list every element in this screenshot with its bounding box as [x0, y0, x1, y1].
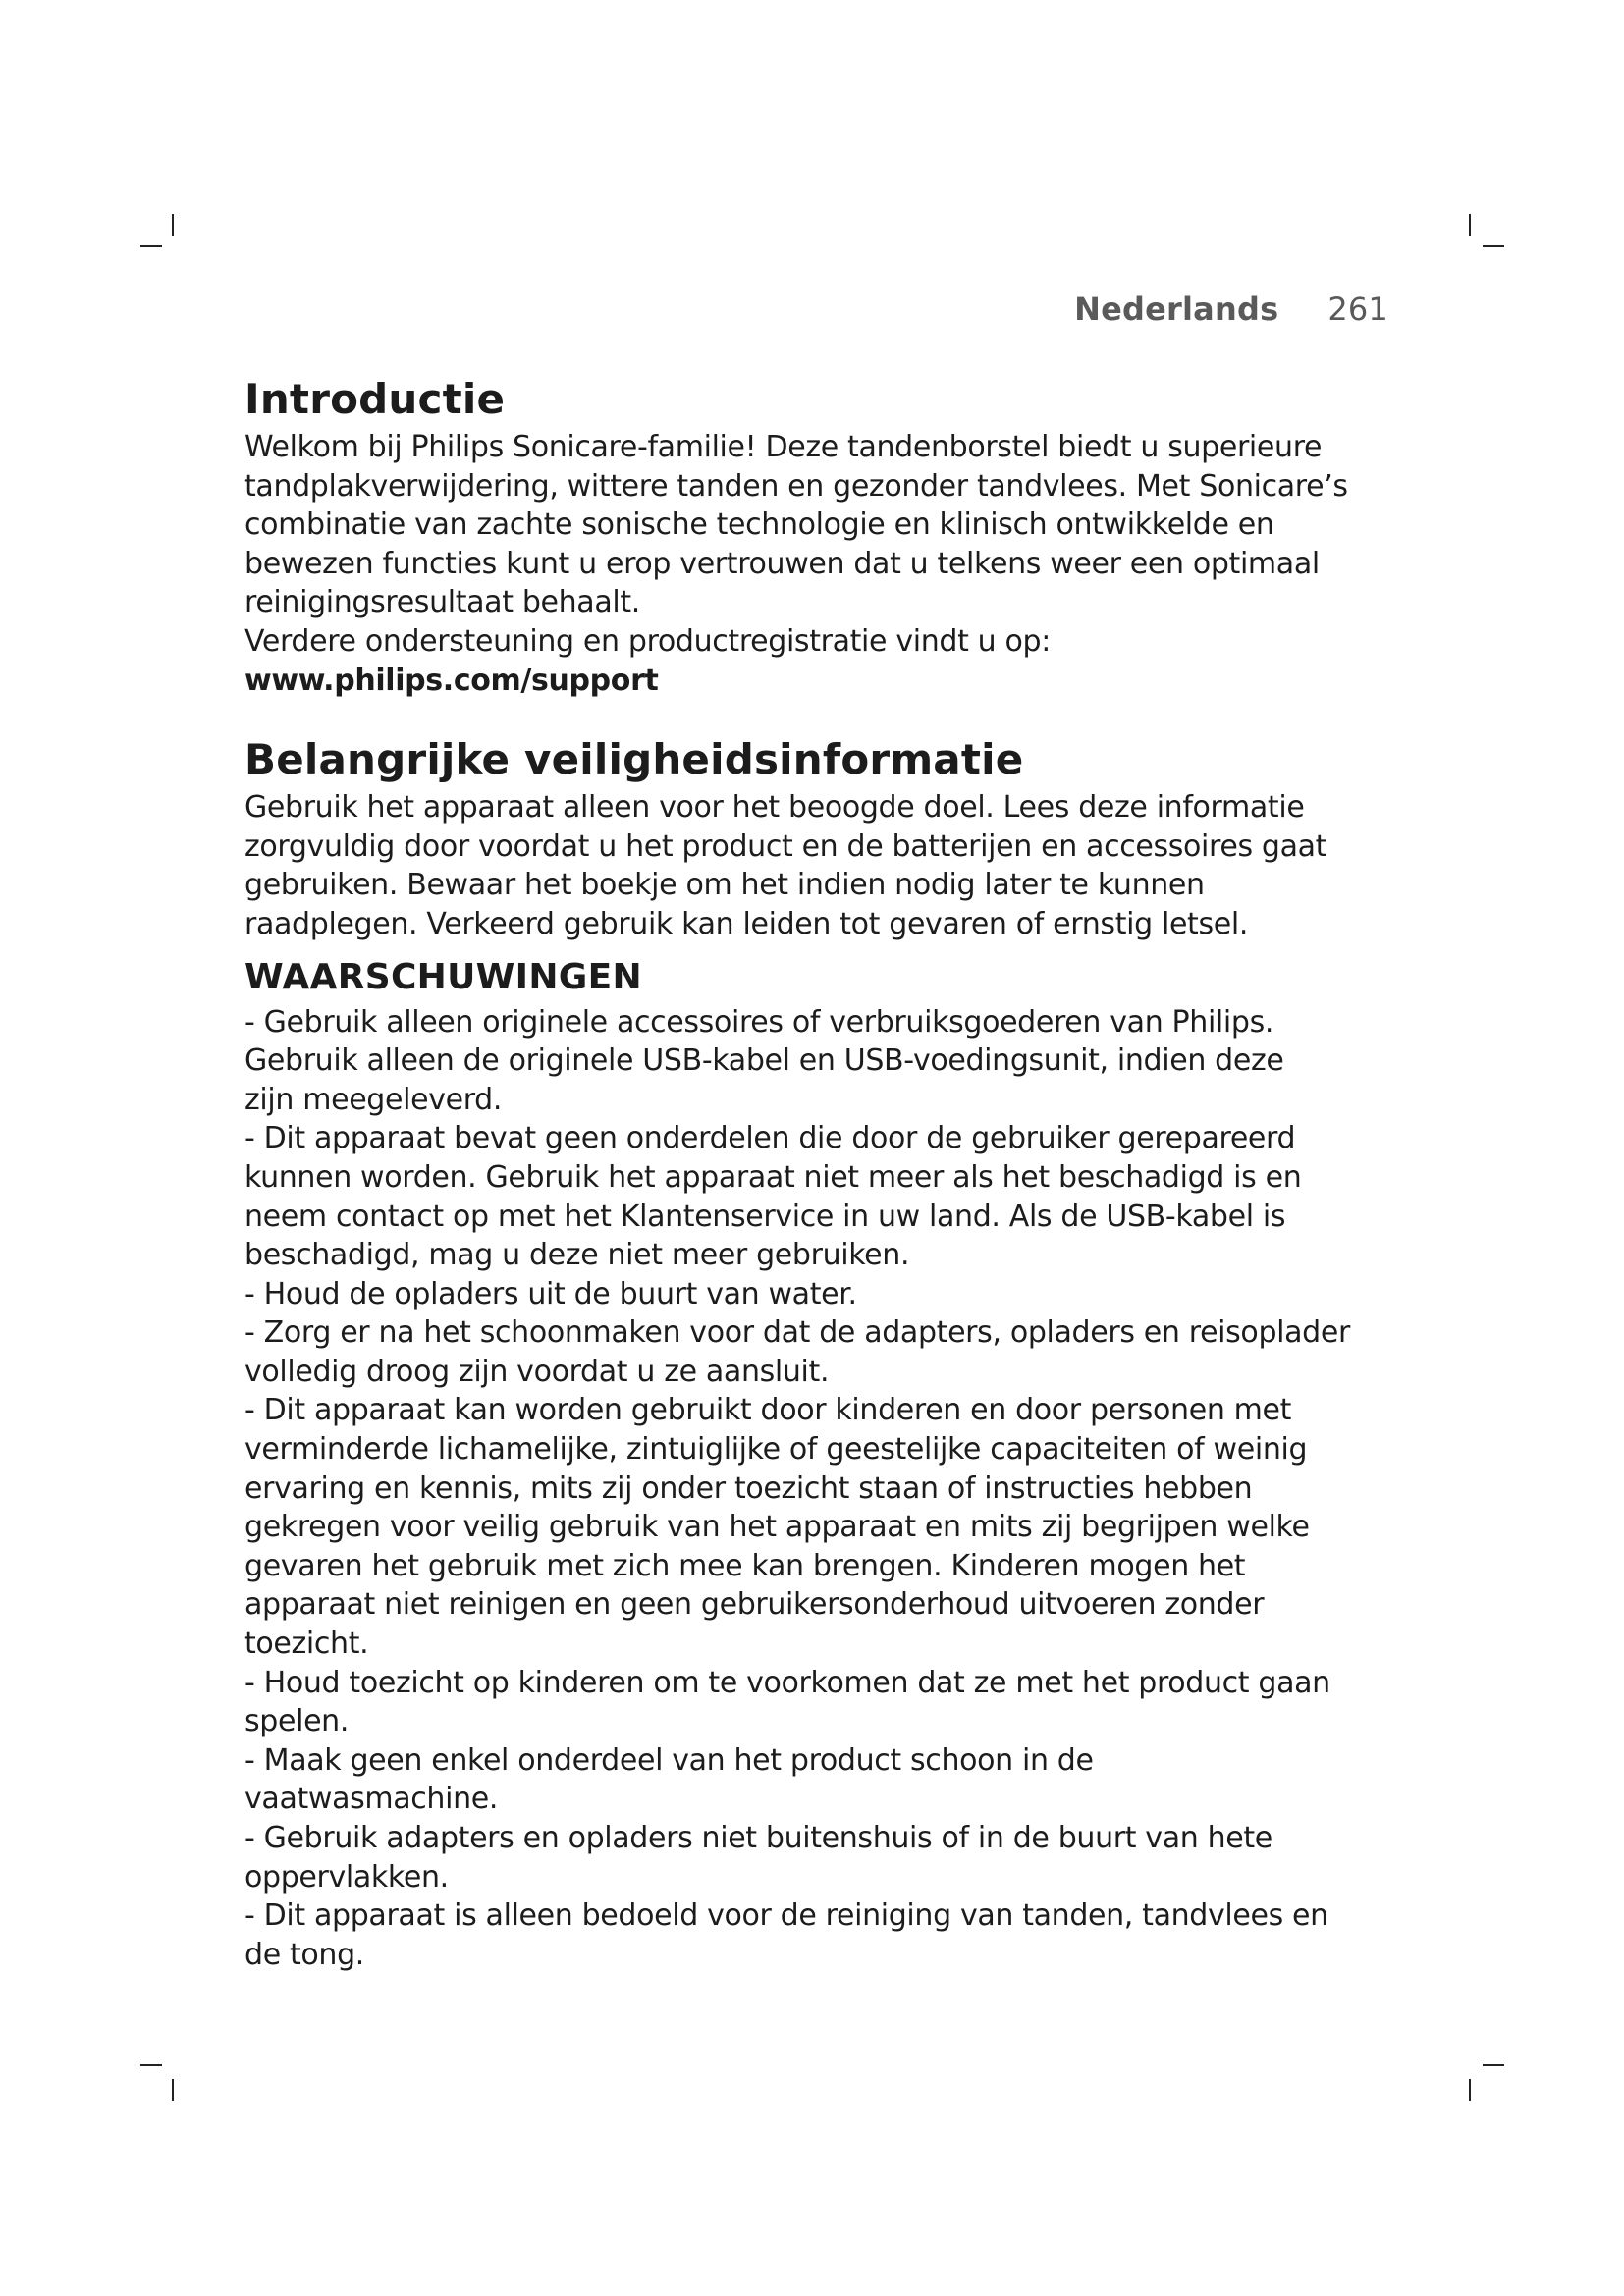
warning-line: - Gebruik alleen originele accessoires of verbruiksgoederen van Philips.: [244, 1004, 1274, 1040]
warning-line: Gebruik alleen de originele USB-kabel en USB-voedingsunit, indien deze: [244, 1043, 1284, 1079]
page-number: 261: [1327, 291, 1388, 328]
warning-item: [244, 1275, 1403, 1314]
warning-line: de tong.: [244, 1937, 364, 1972]
intro-line: tandplakverwijdering, wittere tanden en gezonder tandvlees. Met Sonicare’s: [244, 468, 1348, 504]
crop-mark-bottom-right-vertical: [1469, 2079, 1471, 2101]
warning-line: spelen.: [244, 1704, 350, 1739]
warning-line: - Houd de opladers uit de buurt van water.: [244, 1276, 857, 1311]
warning-line: volledig droog zijn voordat u ze aansluit.: [244, 1354, 830, 1389]
warning-item: [244, 1003, 1403, 1120]
safety-line: Gebruik het apparaat alleen voor het beoogde doel. Lees deze informatie: [244, 790, 1305, 826]
warning-item: [244, 1119, 1403, 1274]
warnings-list: [244, 1003, 1403, 1975]
header-language: Nederlands: [1074, 291, 1279, 328]
intro-line: combinatie van zachte sonische technologie en klinisch ontwikkelde en: [244, 507, 1274, 543]
warning-item: [244, 1896, 1403, 1974]
warning-line: - Maak geen enkel onderdeel van het product schoon in de: [244, 1742, 1094, 1778]
warning-line: gevaren het gebruik met zich mee kan brengen. Kinderen mogen het: [244, 1548, 1246, 1583]
safety-body: [244, 788, 1403, 943]
intro-line: Verdere ondersteuning en productregistratie vindt u op:: [244, 623, 1051, 659]
warning-line: vaatwasmachine.: [244, 1782, 499, 1817]
warning-item: [244, 1664, 1403, 1741]
warning-line: - Dit apparaat kan worden gebruikt door kinderen en door personen met: [244, 1393, 1292, 1428]
warning-line: - Dit apparaat bevat geen onderdelen die door de gebruiker gerepareerd: [244, 1121, 1296, 1156]
safety-title: Belangrijke veiligheidsinformatie: [244, 735, 1024, 784]
warning-line: beschadigd, mag u deze niet meer gebruiken.: [244, 1238, 910, 1273]
intro-line: reinigingsresultaat behaalt.: [244, 585, 640, 620]
introduction-title: Introductie: [244, 375, 506, 423]
crop-mark-top-right-vertical: [1469, 214, 1471, 236]
crop-mark-top-left-horizontal: [140, 245, 162, 247]
warning-item: [244, 1741, 1403, 1819]
warning-item: [244, 1391, 1403, 1663]
crop-mark-bottom-left-vertical: [172, 2079, 174, 2101]
intro-line: Welkom bij Philips Sonicare-familie! Deze tandenborstel biedt u superieure: [244, 430, 1323, 464]
warning-line: oppervlakken.: [244, 1859, 449, 1895]
warning-line: gekregen voor veilig gebruik van het apparaat en mits zij begrijpen welke: [244, 1510, 1310, 1545]
section-spacer: [244, 944, 1403, 954]
crop-mark-top-left-vertical: [172, 214, 174, 236]
safety-line: zorgvuldig door voordat u het product en de batterijen en accessoires gaat: [244, 828, 1327, 864]
page-content: [244, 371, 1403, 1974]
running-header: [1074, 291, 1388, 328]
introduction-body: [244, 428, 1403, 700]
support-url: www.philips.com/support: [244, 663, 659, 698]
crop-mark-top-right-horizontal: [1483, 245, 1504, 247]
warning-line: - Gebruik adapters en opladers niet buitenshuis of in de buurt van hete: [244, 1821, 1272, 1855]
warning-line: toezicht.: [244, 1627, 369, 1662]
safety-line: gebruiken. Bewaar het boekje om het indien nodig later te kunnen: [244, 868, 1205, 903]
warning-line: verminderde lichamelijke, zintuiglijke of geestelijke capaciteiten of weinig: [244, 1432, 1308, 1468]
crop-mark-bottom-left-horizontal: [140, 2064, 162, 2066]
warning-item: [244, 1819, 1403, 1896]
warning-line: kunnen worden. Gebruik het apparaat niet meer als het beschadigd is en: [244, 1159, 1302, 1195]
safety-line: raadplegen. Verkeerd gebruik kan leiden tot gevaren of ernstig letsel.: [244, 906, 1249, 941]
intro-line: bewezen functies kunt u erop vertrouwen dat u telkens weer een optimaal: [244, 546, 1320, 581]
section-spacer: [244, 700, 1403, 731]
warning-line: zijn meegeleverd.: [244, 1082, 503, 1117]
warning-line: - Zorg er na het schoonmaken voor dat de adapters, opladers en reisoplader: [244, 1315, 1350, 1351]
warning-line: ervaring en kennis, mits zij onder toezicht staan of instructies hebben: [244, 1470, 1253, 1506]
warning-line: - Houd toezicht op kinderen om te voorkomen dat ze met het product gaan: [244, 1665, 1330, 1700]
warnings-title: WAARSCHUWINGEN: [244, 956, 642, 997]
warning-line: - Dit apparaat is alleen bedoeld voor de reiniging van tanden, tandvlees en: [244, 1898, 1328, 1934]
warning-line: apparaat niet reinigen en geen gebruikersonderhoud uitvoeren zonder: [244, 1587, 1265, 1623]
warning-item: [244, 1313, 1403, 1391]
warning-line: neem contact op met het Klantenservice in uw land. Als de USB-kabel is: [244, 1199, 1286, 1234]
crop-mark-bottom-right-horizontal: [1483, 2064, 1504, 2066]
